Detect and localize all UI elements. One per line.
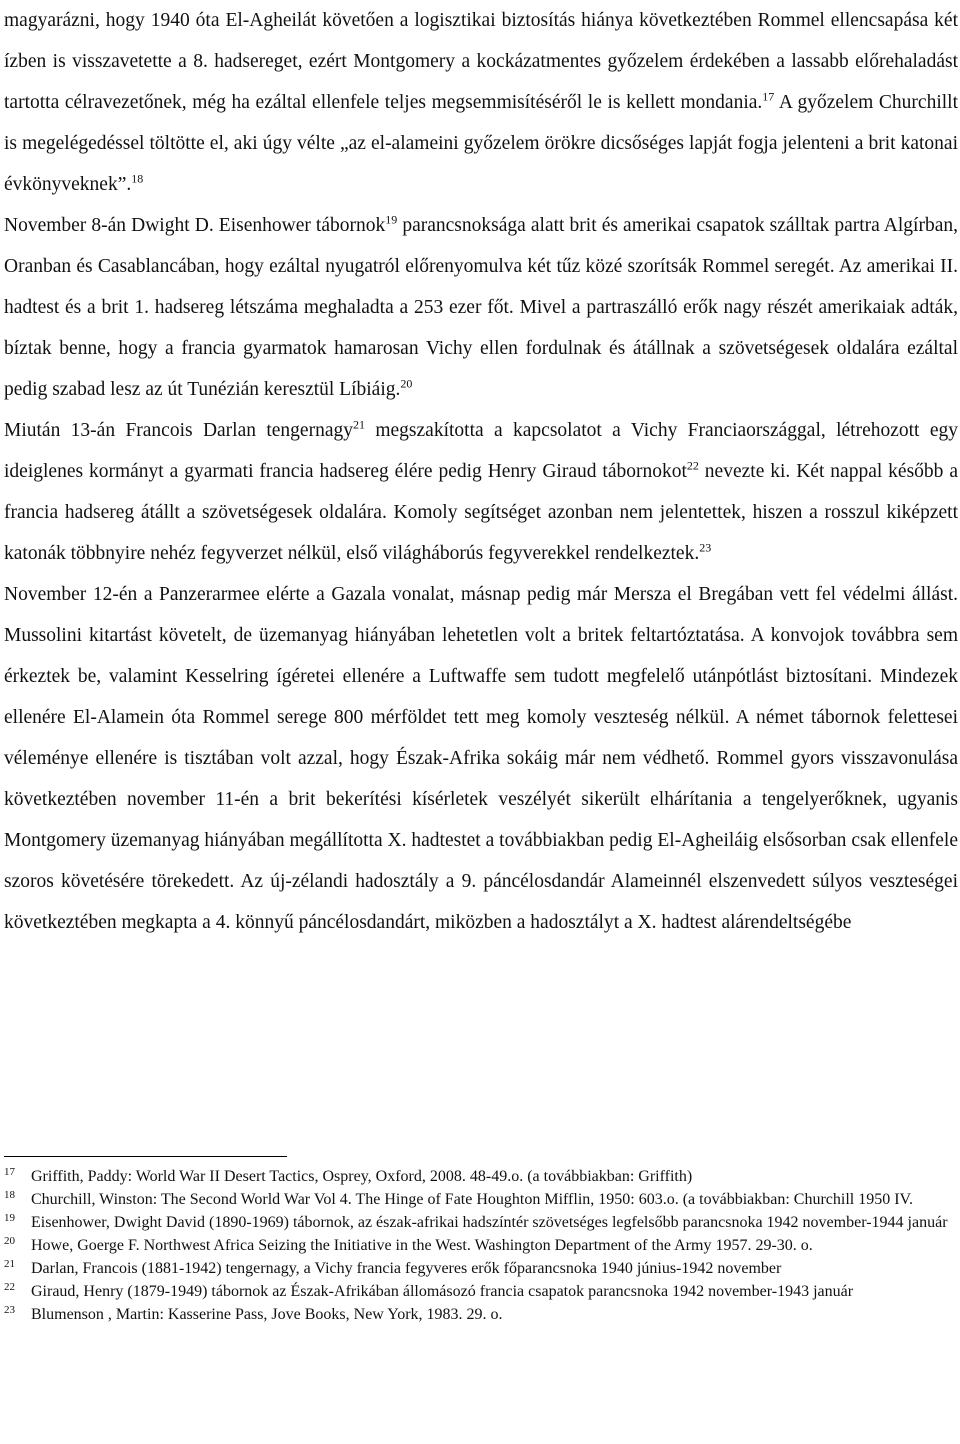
- footnote-text: Howe, Goerge F. Northwest Africa Seizing the Initiative in the West. Washington Department of the Army 1957. 29-30. o.: [31, 1237, 813, 1254]
- text-run: megszakította a kapcsolatot a Vichy Franciaországgal, létrehozott egy ideiglenes kormányt a gyarmati francia hadsereg élére pedig Henry Giraud tábornokot: [4, 420, 958, 482]
- footnote-ref-23[interactable]: 23: [699, 540, 712, 555]
- footnote-number: 21: [4, 1258, 15, 1270]
- text-run: November 12-én a Panzerarmee elérte a Gazala vonalat, másnap pedig már Mersza el Bregában vett fel védelmi állást. Mussolini kitartást követelt, de üzemanyag hiányában lehetetlen volt a britek feltartóztatása. A konvojok továbbra sem érkeztek be, valamint Kesselring ígéretei ellenére a Luftwaffe sem tudott megfelelő utánpótlást biztosítani. Mindezek ellenére El-Alamein óta Rommel serege 800 mérföldet tett meg komoly veszteség nélkül. A német tábornok felettesei véleménye ellenére is tisztában volt azzal, hogy Észak-Afrika sokáig már nem védhető. Rommel gyors visszavonulása következtében november 11-én a brit bekerítési kísérletek veszélyét sikerült elhárítania a tengelyerőknek, ugyanis Montgomery üzemanyag hiányában megállította X. hadtestet a továbbiakban pedig El-Agheiláig elsősorban csak ellenfele szoros követésére törekedett. Az új-zélandi hadosztály a 9. páncélosdandár Alameinnél elszenvedett súlyos veszteségei következtében megkapta a 4. könnyű páncélosdandárt, miközben a hadosztályt a X. hadtest alárendeltségébe: [4, 584, 958, 933]
- text-run: magyarázni, hogy 1940 óta El-Agheilát követően a logisztikai biztosítás hiánya következtében Rommel ellencsapása két ízben is visszavetette a 8. hadsereget, ezért Montgomery a kockázatmentes győzelem érdekében a lassabb előrehaladást tartotta célravezetőnek, még ha ezáltal ellenfele teljes megsemmisítéséről le is kellett mondania.: [4, 10, 958, 113]
- footnote-22: [4, 1280, 954, 1303]
- text-run: A győzelem Churchillt is megelégedéssel töltötte el, aki úgy vélte „az el-alameini győzelem örökre dicsőséges lapját fogja jelenteni a brit katonai évkönyveknek”.: [4, 92, 958, 195]
- footnote-text: Churchill, Winston: The Second World War Vol 4. The Hinge of Fate Houghton Mifflin, 1950: 603.o. (a továbbiakban: Churchill 1950 IV.: [31, 1191, 914, 1208]
- footnote-number: 23: [4, 1304, 15, 1316]
- footnote-ref-19[interactable]: 19: [385, 212, 398, 227]
- document-page: [4, 0, 958, 943]
- footnote-23: [4, 1303, 954, 1326]
- footnote-text: Darlan, Francois (1881-1942) tengernagy, a Vichy francia fegyveres erők főparancsnoka 1940 június-1942 november: [31, 1260, 782, 1277]
- footnotes: [4, 1165, 954, 1326]
- footnote-20: [4, 1234, 954, 1257]
- footnote-text: Giraud, Henry (1879-1949) tábornok az Észak-Afrikában állomásozó francia csapatok parancsnoka 1942 november-1943 január: [31, 1283, 854, 1300]
- footnote-ref-17[interactable]: 17: [762, 89, 775, 104]
- text-run: nevezte ki. Két nappal később a francia hadsereg átállt a szövetségesek oldalára. Komoly segítséget azonban nem jelentettek, hiszen a rosszul kiképzett katonák többnyire nehéz fegyverzet nélkül, első világháborús fegyverekkel rendelkeztek.: [4, 461, 958, 564]
- text-run: Miután 13-án Francois Darlan tengernagy: [4, 420, 353, 441]
- footnote-17: [4, 1165, 954, 1188]
- footnote-text: Griffith, Paddy: World War II Desert Tactics, Osprey, Oxford, 2008. 48-49.o. (a továbbiakban: Griffith): [31, 1168, 693, 1185]
- paragraph: [4, 574, 958, 943]
- footnote-number: 22: [4, 1281, 15, 1293]
- footnote-19: [4, 1211, 954, 1234]
- text-run: November 8-án Dwight D. Eisenhower tábornok: [4, 215, 386, 236]
- footnote-number: 17: [4, 1166, 15, 1178]
- footnote-text: Eisenhower, Dwight David (1890-1969) tábornok, az észak-afrikai hadszíntér szövetséges legfelsőbb parancsnoka 1942 november-1944 január: [31, 1214, 948, 1231]
- paragraph: [4, 205, 958, 410]
- footnote-number: 18: [4, 1189, 15, 1201]
- footnote-ref-22[interactable]: 22: [686, 458, 699, 473]
- footnote-number: 20: [4, 1235, 15, 1247]
- paragraph: [4, 410, 958, 574]
- footnote-18: [4, 1188, 954, 1211]
- footnote-number: 19: [4, 1212, 15, 1224]
- footnote-ref-21[interactable]: 21: [353, 417, 365, 432]
- text-run: parancsnoksága alatt brit és amerikai csapatok szálltak partra Algírban, Oranban és Casablancában, hogy ezáltal nyugatról előrenyomulva két tűz közé szorítsák Rommel seregét. Az amerikai II. hadtest és a brit 1. hadsereg létszáma meghaladta a 253 ezer főt. Mivel a partraszálló erők nagy részét amerikaiak adták, bíztak benne, hogy a francia gyarmatok hamarosan Vichy ellen fordulnak és átállnak a szövetségesek oldalára ezáltal pedig szabad lesz az út Tunézián keresztül Líbiáig.: [4, 215, 958, 400]
- footnote-21: [4, 1257, 954, 1280]
- footnote-ref-20[interactable]: 20: [400, 376, 413, 391]
- body-text: [4, 0, 958, 943]
- paragraph: [4, 0, 958, 205]
- footnote-separator: [4, 1156, 287, 1157]
- footnote-ref-18[interactable]: 18: [131, 171, 144, 186]
- footnote-text: Blumenson , Martin: Kasserine Pass, Jove Books, New York, 1983. 29. o.: [31, 1306, 503, 1323]
